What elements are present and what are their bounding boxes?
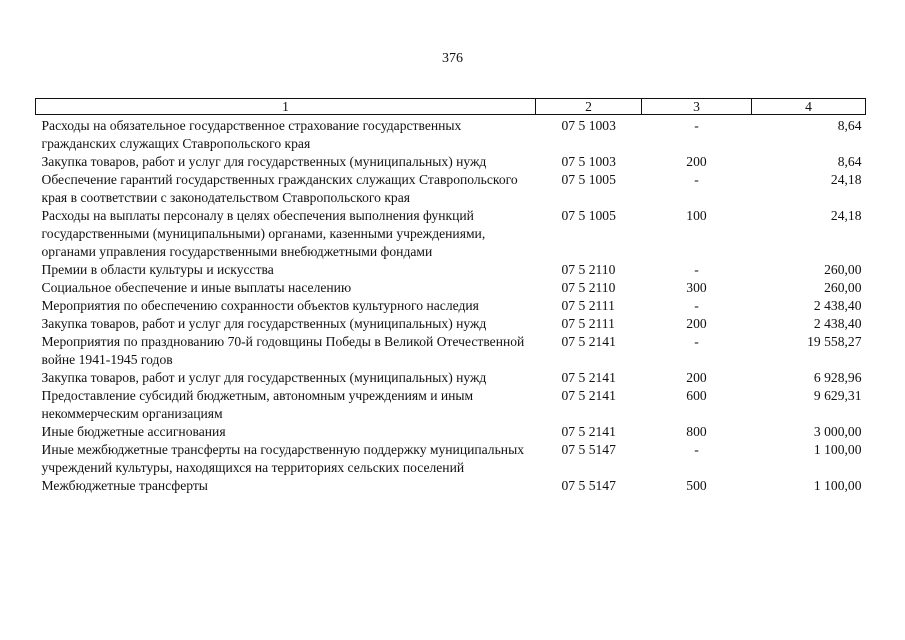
table-row <box>36 423 866 441</box>
table-row <box>36 153 866 171</box>
row-name: Иные межбюджетные трансферты на государственную поддержку муниципальных учреждений культуры, находящихся на территориях сельских поселений <box>41 442 524 475</box>
row-code: 07 5 5147 <box>561 478 616 493</box>
row-expense-type: 100 <box>686 208 707 223</box>
row-expense-type: 500 <box>686 478 707 493</box>
row-code: 07 5 2141 <box>561 424 616 439</box>
row-name: Иные бюджетные ассигнования <box>41 424 226 439</box>
table-row <box>36 387 866 423</box>
page-number: 376 <box>442 51 463 66</box>
table-row <box>36 315 866 333</box>
table-row <box>36 333 866 369</box>
row-expense-type: - <box>694 334 699 349</box>
row-name: Обеспечение гарантий государственных гражданских служащих Ставропольского края в соответствии с законодательством Ставропольского края <box>41 172 518 205</box>
row-code: 07 5 1005 <box>561 172 616 187</box>
row-code: 07 5 2141 <box>561 370 616 385</box>
row-code: 07 5 2110 <box>561 280 616 295</box>
row-name: Предоставление субсидий бюджетным, автономным учреждениям и иным некоммерческим организациям <box>41 388 474 421</box>
header-col-2: 2 <box>536 99 642 115</box>
row-expense-type: 200 <box>686 370 707 385</box>
row-amount: 24,18 <box>830 172 862 187</box>
row-name: Премии в области культуры и искусства <box>41 262 274 277</box>
row-amount: 2 438,40 <box>813 316 862 331</box>
table-row <box>36 369 866 387</box>
row-expense-type: - <box>694 262 699 277</box>
row-amount: 2 438,40 <box>813 298 862 313</box>
row-code: 07 5 1003 <box>561 154 616 169</box>
row-name: Закупка товаров, работ и услуг для государственных (муниципальных) нужд <box>41 316 487 331</box>
row-expense-type: 200 <box>686 154 707 169</box>
table-row <box>36 297 866 315</box>
header-row <box>36 99 866 115</box>
row-code: 07 5 1005 <box>561 208 616 223</box>
row-amount: 8,64 <box>837 118 862 133</box>
row-amount: 1 100,00 <box>813 442 862 457</box>
header-col-4: 4 <box>752 99 866 115</box>
row-code: 07 5 5147 <box>561 442 616 457</box>
row-name: Закупка товаров, работ и услуг для государственных (муниципальных) нужд <box>41 154 487 169</box>
row-code: 07 5 2141 <box>561 334 616 349</box>
row-expense-type: 200 <box>686 316 707 331</box>
table-row <box>36 477 866 495</box>
row-amount: 19 558,27 <box>807 334 862 349</box>
row-name: Мероприятия по обеспечению сохранности объектов культурного наследия <box>41 298 479 313</box>
table-row <box>36 261 866 279</box>
table-row <box>36 279 866 297</box>
table-row <box>36 441 866 477</box>
row-code: 07 5 2111 <box>561 316 615 331</box>
table-row <box>36 115 866 154</box>
row-expense-type: - <box>694 442 699 457</box>
row-amount: 9 629,31 <box>813 388 862 403</box>
row-amount: 24,18 <box>830 208 862 223</box>
row-expense-type: 300 <box>686 280 707 295</box>
table-row <box>36 207 866 261</box>
row-name: Межбюджетные трансферты <box>41 478 208 493</box>
row-name: Социальное обеспечение и иные выплаты населению <box>41 280 352 295</box>
row-amount: 260,00 <box>824 280 862 295</box>
row-name: Расходы на обязательное государственное страхование государственных гражданских служащих Ставропольского края <box>41 118 462 151</box>
header-col-3: 3 <box>642 99 752 115</box>
row-code: 07 5 2141 <box>561 388 616 403</box>
header-col-1: 1 <box>36 99 536 115</box>
budget-table <box>35 98 866 495</box>
row-expense-type: - <box>694 172 699 187</box>
row-amount: 6 928,96 <box>813 370 862 385</box>
row-amount: 8,64 <box>837 154 862 169</box>
row-code: 07 5 1003 <box>561 118 616 133</box>
table-row <box>36 171 866 207</box>
row-name: Закупка товаров, работ и услуг для государственных (муниципальных) нужд <box>41 370 487 385</box>
row-expense-type: 800 <box>686 424 707 439</box>
row-code: 07 5 2111 <box>561 298 615 313</box>
row-name: Мероприятия по празднованию 70-й годовщины Победы в Великой Отечественной войне 1941-1945 годов <box>41 334 525 367</box>
row-amount: 1 100,00 <box>813 478 862 493</box>
row-expense-type: - <box>694 298 699 313</box>
row-code: 07 5 2110 <box>561 262 616 277</box>
row-name: Расходы на выплаты персоналу в целях обеспечения выполнения функций государственными (муниципальными) органами, казенными учреждениями, органами управления государственными внебюджетными фондами <box>41 208 486 259</box>
row-expense-type: 600 <box>686 388 707 403</box>
row-amount: 3 000,00 <box>813 424 862 439</box>
row-amount: 260,00 <box>824 262 862 277</box>
row-expense-type: - <box>694 118 699 133</box>
